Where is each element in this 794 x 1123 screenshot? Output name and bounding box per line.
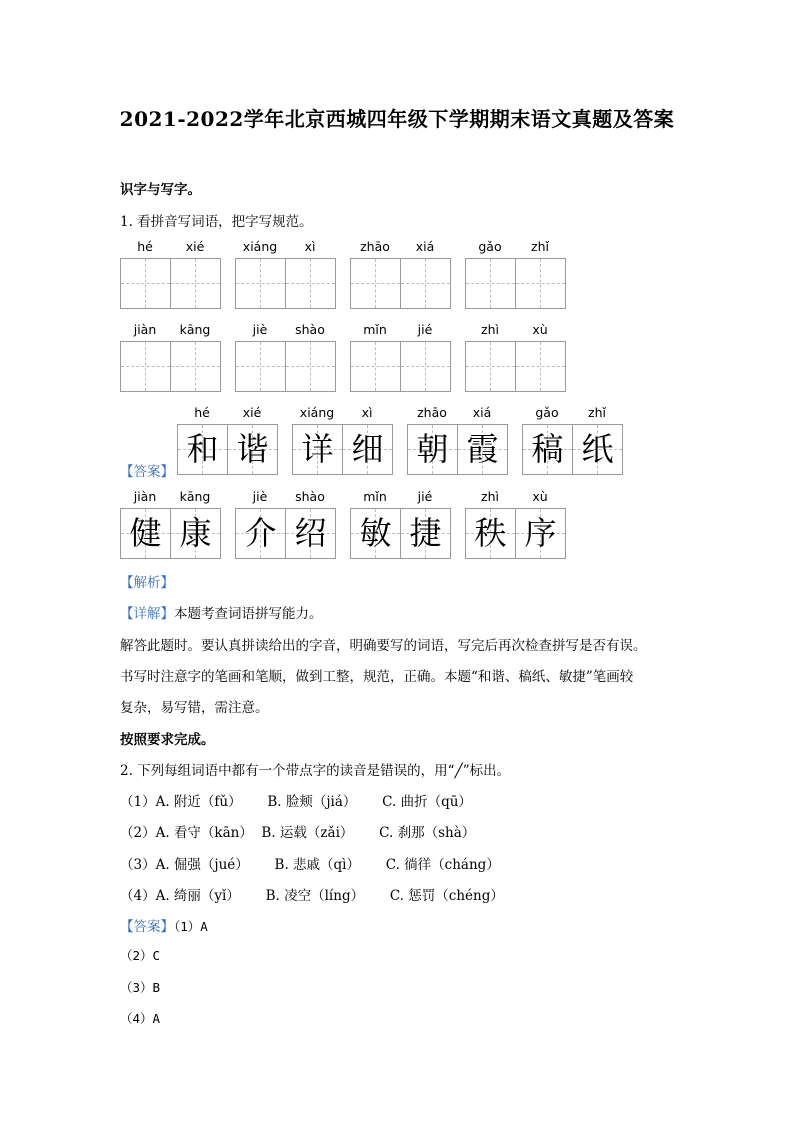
pinyin-syllable: jiè (252, 489, 268, 504)
pinyin-syllable: mǐn (363, 322, 387, 337)
detail-line (120, 602, 323, 622)
writing-grid (235, 508, 336, 559)
pinyin-syllable: xié (242, 405, 262, 420)
writing-grid (350, 341, 451, 392)
detail-text: 本题考查词语拼写能力。 (174, 606, 323, 622)
answer-character: 纸 (581, 430, 614, 468)
pinyin-group (407, 402, 508, 424)
answer-word (407, 402, 508, 475)
writing-grid (120, 258, 221, 309)
tian-zi-cell[interactable] (121, 342, 171, 391)
answer-character: 稿 (531, 430, 564, 468)
tian-zi-cell (351, 509, 401, 558)
tian-zi-cell[interactable] (121, 259, 171, 308)
pinyin-group (350, 486, 451, 508)
answer-word (350, 486, 451, 559)
writing-grid (465, 258, 566, 309)
pinyin-word (465, 319, 566, 392)
answer-character: 谐 (236, 430, 269, 468)
writing-grid (522, 424, 623, 475)
analysis-paragraph-2: 书写时注意字的笔画和笔顺，做到工整，规范，正确。本题“和谐、稿纸、敏捷”笔画较 (120, 669, 634, 685)
pinyin-group (292, 402, 393, 424)
detail-label: 【详解】 (120, 606, 174, 622)
pinyin-word (120, 319, 221, 392)
question-2-answer-2: （2）C (120, 948, 161, 963)
answer-word (522, 402, 623, 475)
tian-zi-cell[interactable] (286, 342, 335, 391)
writing-grid (120, 341, 221, 392)
tian-zi-cell (228, 425, 277, 474)
tian-zi-cell (516, 509, 565, 558)
pinyin-syllable: xiá (415, 239, 435, 254)
pinyin-syllable: shào (295, 489, 325, 504)
answer-grid-row-2 (120, 486, 580, 559)
pinyin-word (350, 319, 451, 392)
pinyin-group (235, 486, 336, 508)
tian-zi-cell[interactable] (516, 259, 565, 308)
answer-character: 霞 (466, 430, 499, 468)
pinyin-group (120, 486, 221, 508)
pinyin-group (465, 319, 566, 341)
section-heading-complete: 按照要求完成。 (120, 732, 215, 748)
pinyin-syllable: xì (361, 405, 373, 420)
blank-grid-row-1 (120, 236, 580, 309)
tian-zi-cell[interactable] (351, 259, 401, 308)
tian-zi-cell (523, 425, 573, 474)
pinyin-syllable: gǎo (535, 405, 559, 420)
writing-grid (465, 341, 566, 392)
pinyin-syllable: xiáng (242, 239, 278, 254)
tian-zi-cell (573, 425, 622, 474)
pinyin-group (350, 319, 451, 341)
tian-zi-cell (458, 425, 507, 474)
writing-grid (235, 258, 336, 309)
tian-zi-cell (178, 425, 228, 474)
answer-label-2: 【答案】 (120, 919, 174, 935)
tian-zi-cell[interactable] (401, 259, 450, 308)
question-2-answer-3: （3）B (120, 980, 161, 995)
writing-grid (350, 258, 451, 309)
question-2-answer-1: （1）A (174, 919, 208, 934)
answer-word (120, 486, 221, 559)
answer-character: 朝 (416, 430, 449, 468)
pinyin-group (350, 236, 451, 258)
answer-character: 秩 (474, 514, 507, 552)
pinyin-syllable: zhāo (360, 239, 390, 254)
pinyin-group (522, 402, 623, 424)
pinyin-syllable: xù (532, 322, 548, 337)
tian-zi-cell (293, 425, 343, 474)
pinyin-syllable: xiá (472, 405, 492, 420)
tian-zi-cell (121, 509, 171, 558)
analysis-label: 【解析】 (120, 575, 174, 591)
pinyin-syllable: xì (304, 239, 316, 254)
question-2-item-1: （1）A. 附近（fǔ） B. 脸颊（jiá） C. 曲折（qū） (120, 794, 472, 810)
tian-zi-cell[interactable] (236, 342, 286, 391)
pinyin-word (235, 319, 336, 392)
answer-word (177, 402, 278, 475)
pinyin-syllable: zhāo (417, 405, 447, 420)
page-title: 2021-2022学年北京西城四年级下学期期末语文真题及答案 (119, 107, 675, 131)
question-2-item-3: （3）A. 倔强（jué） B. 悲戚（qì） C. 徜徉（cháng） (120, 857, 500, 873)
pinyin-syllable: hé (194, 405, 210, 420)
pinyin-syllable: jiàn (133, 489, 157, 504)
question-2-prompt: 2. 下列每组词语中都有一个带点字的读音是错误的，用“╱”标出。 (120, 763, 511, 779)
pinyin-syllable: xù (532, 489, 548, 504)
pinyin-syllable: xié (185, 239, 205, 254)
pinyin-syllable: zhǐ (588, 405, 606, 420)
writing-grid (235, 341, 336, 392)
pinyin-syllable: jié (417, 322, 433, 337)
blank-grid-row-2 (120, 319, 580, 392)
pinyin-group (465, 236, 566, 258)
pinyin-syllable: jié (417, 489, 433, 504)
pinyin-group (177, 402, 278, 424)
answer-character: 健 (129, 514, 162, 552)
pinyin-syllable: shào (295, 322, 325, 337)
tian-zi-cell[interactable] (401, 342, 450, 391)
pinyin-syllable: xiáng (299, 405, 335, 420)
question-2-answer-4: （4）A (120, 1011, 161, 1026)
pinyin-syllable: hé (137, 239, 153, 254)
answer-character: 和 (186, 430, 219, 468)
writing-grid (292, 424, 393, 475)
tian-zi-cell[interactable] (466, 259, 516, 308)
tian-zi-cell[interactable] (286, 259, 335, 308)
pinyin-group (235, 236, 336, 258)
tian-zi-cell (408, 425, 458, 474)
pinyin-syllable: mǐn (363, 489, 387, 504)
question-2-item-4: （4）A. 绮丽（yǐ） B. 凌空（líng） C. 惩罚（chéng） (120, 888, 504, 904)
tian-zi-cell[interactable] (236, 259, 286, 308)
pinyin-word (465, 236, 566, 309)
tian-zi-cell[interactable] (351, 342, 401, 391)
writing-grid (350, 508, 451, 559)
answer-character: 敏 (359, 514, 392, 552)
pinyin-word (350, 236, 451, 309)
pinyin-syllable: jiè (252, 322, 268, 337)
tian-zi-cell (171, 509, 220, 558)
pinyin-syllable: gǎo (478, 239, 502, 254)
tian-zi-cell[interactable] (171, 259, 220, 308)
pinyin-group (235, 319, 336, 341)
writing-grid (177, 424, 278, 475)
tian-zi-cell (236, 509, 286, 558)
tian-zi-cell (401, 509, 450, 558)
answer-character: 绍 (294, 514, 327, 552)
answer-character: 详 (301, 430, 334, 468)
answer-word (235, 486, 336, 559)
question-2-answer-line-1 (120, 915, 208, 935)
tian-zi-cell (286, 509, 335, 558)
pinyin-syllable: zhì (481, 489, 499, 504)
answer-character: 康 (179, 514, 212, 552)
pinyin-syllable: kāng (179, 322, 211, 337)
answer-word (465, 486, 566, 559)
tian-zi-cell[interactable] (171, 342, 220, 391)
answer-character: 细 (351, 430, 384, 468)
tian-zi-cell[interactable] (466, 342, 516, 391)
writing-grid (407, 424, 508, 475)
answer-grid-row-1 (177, 402, 637, 475)
analysis-paragraph-1: 解答此题时。要认真拼读给出的字音，明确要写的词语，写完后再次检查拼写是否有误。 (120, 638, 647, 654)
answer-label: 【答案】 (120, 464, 174, 480)
question-1-prompt: 1. 看拼音写词语，把字写规范。 (120, 214, 313, 230)
writing-grid (120, 508, 221, 559)
section-heading-literacy: 识字与写字。 (120, 182, 201, 198)
pinyin-syllable: zhì (481, 322, 499, 337)
pinyin-word (120, 236, 221, 309)
pinyin-word (235, 236, 336, 309)
answer-character: 捷 (409, 514, 442, 552)
pinyin-syllable: kāng (179, 489, 211, 504)
tian-zi-cell[interactable] (516, 342, 565, 391)
pinyin-syllable: jiàn (133, 322, 157, 337)
pinyin-group (120, 236, 221, 258)
answer-character: 介 (244, 514, 277, 552)
analysis-paragraph-3: 复杂，易写错，需注意。 (120, 700, 269, 716)
pinyin-group (120, 319, 221, 341)
answer-word (292, 402, 393, 475)
pinyin-syllable: zhǐ (531, 239, 549, 254)
question-2-item-2: （2）A. 看守（kān） B. 运载（zǎi） C. 刹那（shà） (120, 825, 476, 841)
writing-grid (465, 508, 566, 559)
tian-zi-cell (343, 425, 392, 474)
pinyin-group (465, 486, 566, 508)
tian-zi-cell (466, 509, 516, 558)
answer-character: 序 (524, 514, 557, 552)
